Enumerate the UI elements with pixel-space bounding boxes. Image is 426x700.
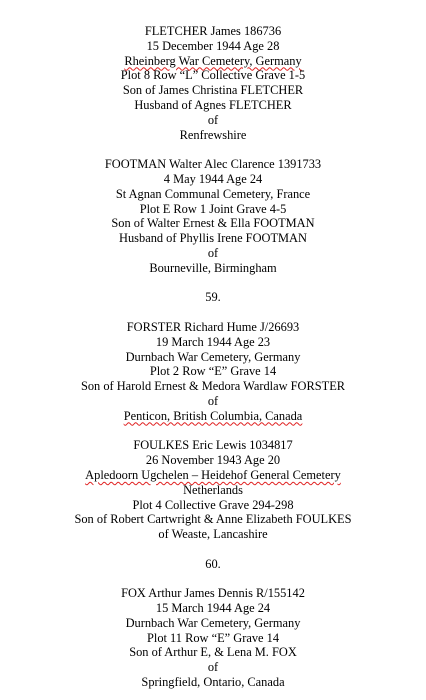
blank-line <box>0 276 426 291</box>
entry-country-line: Netherlands <box>183 482 243 497</box>
entry-grave-line: Plot 2 Row “E” Grave 14 <box>149 364 277 379</box>
entry-of-line: of <box>207 393 219 408</box>
page-number: 60. <box>205 556 221 571</box>
entry-date-line: 15 March 1944 Age 24 <box>155 601 271 616</box>
entry-spouse-line: Husband of Agnes FLETCHER <box>134 97 292 112</box>
entry-date-line: 4 May 1944 Age 24 <box>163 171 263 186</box>
entry-grave-line: Plot 8 Row “L” Collective Grave 1-5 <box>120 68 306 83</box>
entry-grave-line: Plot E Row 1 Joint Grave 4-5 <box>139 201 287 216</box>
entry-spouse-line: Husband of Phyllis Irene FOOTMAN <box>119 231 307 246</box>
entry-cemetery-line: Durnbach War Cemetery, Germany <box>125 615 301 630</box>
blank-line <box>0 305 426 320</box>
entry-parent-line: Son of Arthur E, & Lena M. FOX <box>129 645 297 660</box>
entry-grave-line: Plot 4 Collective Grave 294-298 <box>132 497 294 512</box>
entry-place-line <box>0 409 426 424</box>
entry-place-line: Renfrewshire <box>179 127 247 142</box>
entry-name-line: FLETCHER James 186736 <box>144 24 282 38</box>
casualty-entry-forster <box>0 320 426 424</box>
casualty-entry-foulkes <box>0 438 426 542</box>
entry-parent-line: Son of Harold Ernest & Medora Wardlaw FORSTER <box>80 379 346 394</box>
entry-of-line: of <box>207 112 219 127</box>
document-page <box>0 24 426 690</box>
cemetery-text: Apledoorn Ugchelen – Heidehof General Cemetery <box>85 467 341 482</box>
entry-name-line: FOULKES Eric Lewis 1034817 <box>133 438 293 453</box>
entry-cemetery-line <box>0 54 426 69</box>
blank-line <box>0 424 426 439</box>
entry-date-line: 19 March 1944 Age 23 <box>155 334 271 349</box>
entry-place-line: Springfield, Ontario, Canada <box>141 675 285 690</box>
entry-date-line: 26 November 1943 Age 20 <box>145 453 281 468</box>
cemetery-text: Rheinberg War Cemetery, Germany <box>124 53 302 68</box>
entry-place-line: Bourneville, Birmingham <box>149 260 277 275</box>
entry-name-line: FOOTMAN Walter Alec Clarence 1391733 <box>104 157 322 172</box>
entry-parent-line: Son of Robert Cartwright & Anne Elizabeth FOULKES <box>74 512 352 527</box>
entry-name-line: FOX Arthur James Dennis R/155142 <box>121 586 305 601</box>
entry-parent-line: Son of Walter Ernest & Ella FOOTMAN <box>111 216 315 231</box>
entry-cemetery-line: Durnbach War Cemetery, Germany <box>125 349 301 364</box>
page-number: 59. <box>205 290 221 305</box>
entry-date-line: 15 December 1944 Age 28 <box>146 38 280 53</box>
blank-line <box>0 542 426 557</box>
blank-line <box>0 142 426 157</box>
casualty-entry-fox <box>0 586 426 690</box>
entry-name-line: FORSTER Richard Hume J/26693 <box>126 319 300 334</box>
entry-place-line: of Weaste, Lancashire <box>158 527 268 542</box>
casualty-entry-footman <box>0 157 426 275</box>
entry-parent-line: Son of James Christina FLETCHER <box>122 83 304 98</box>
casualty-entry-fletcher <box>0 24 426 142</box>
entry-of-line: of <box>207 660 219 675</box>
entry-cemetery-line <box>0 468 426 483</box>
entry-grave-line: Plot 11 Row “E” Grave 14 <box>146 630 280 645</box>
entry-of-line: of <box>207 245 219 260</box>
entry-cemetery-line: St Agnan Communal Cemetery, France <box>115 186 311 201</box>
place-text: Penticon, British Columbia, Canada <box>123 408 303 423</box>
blank-line <box>0 571 426 586</box>
